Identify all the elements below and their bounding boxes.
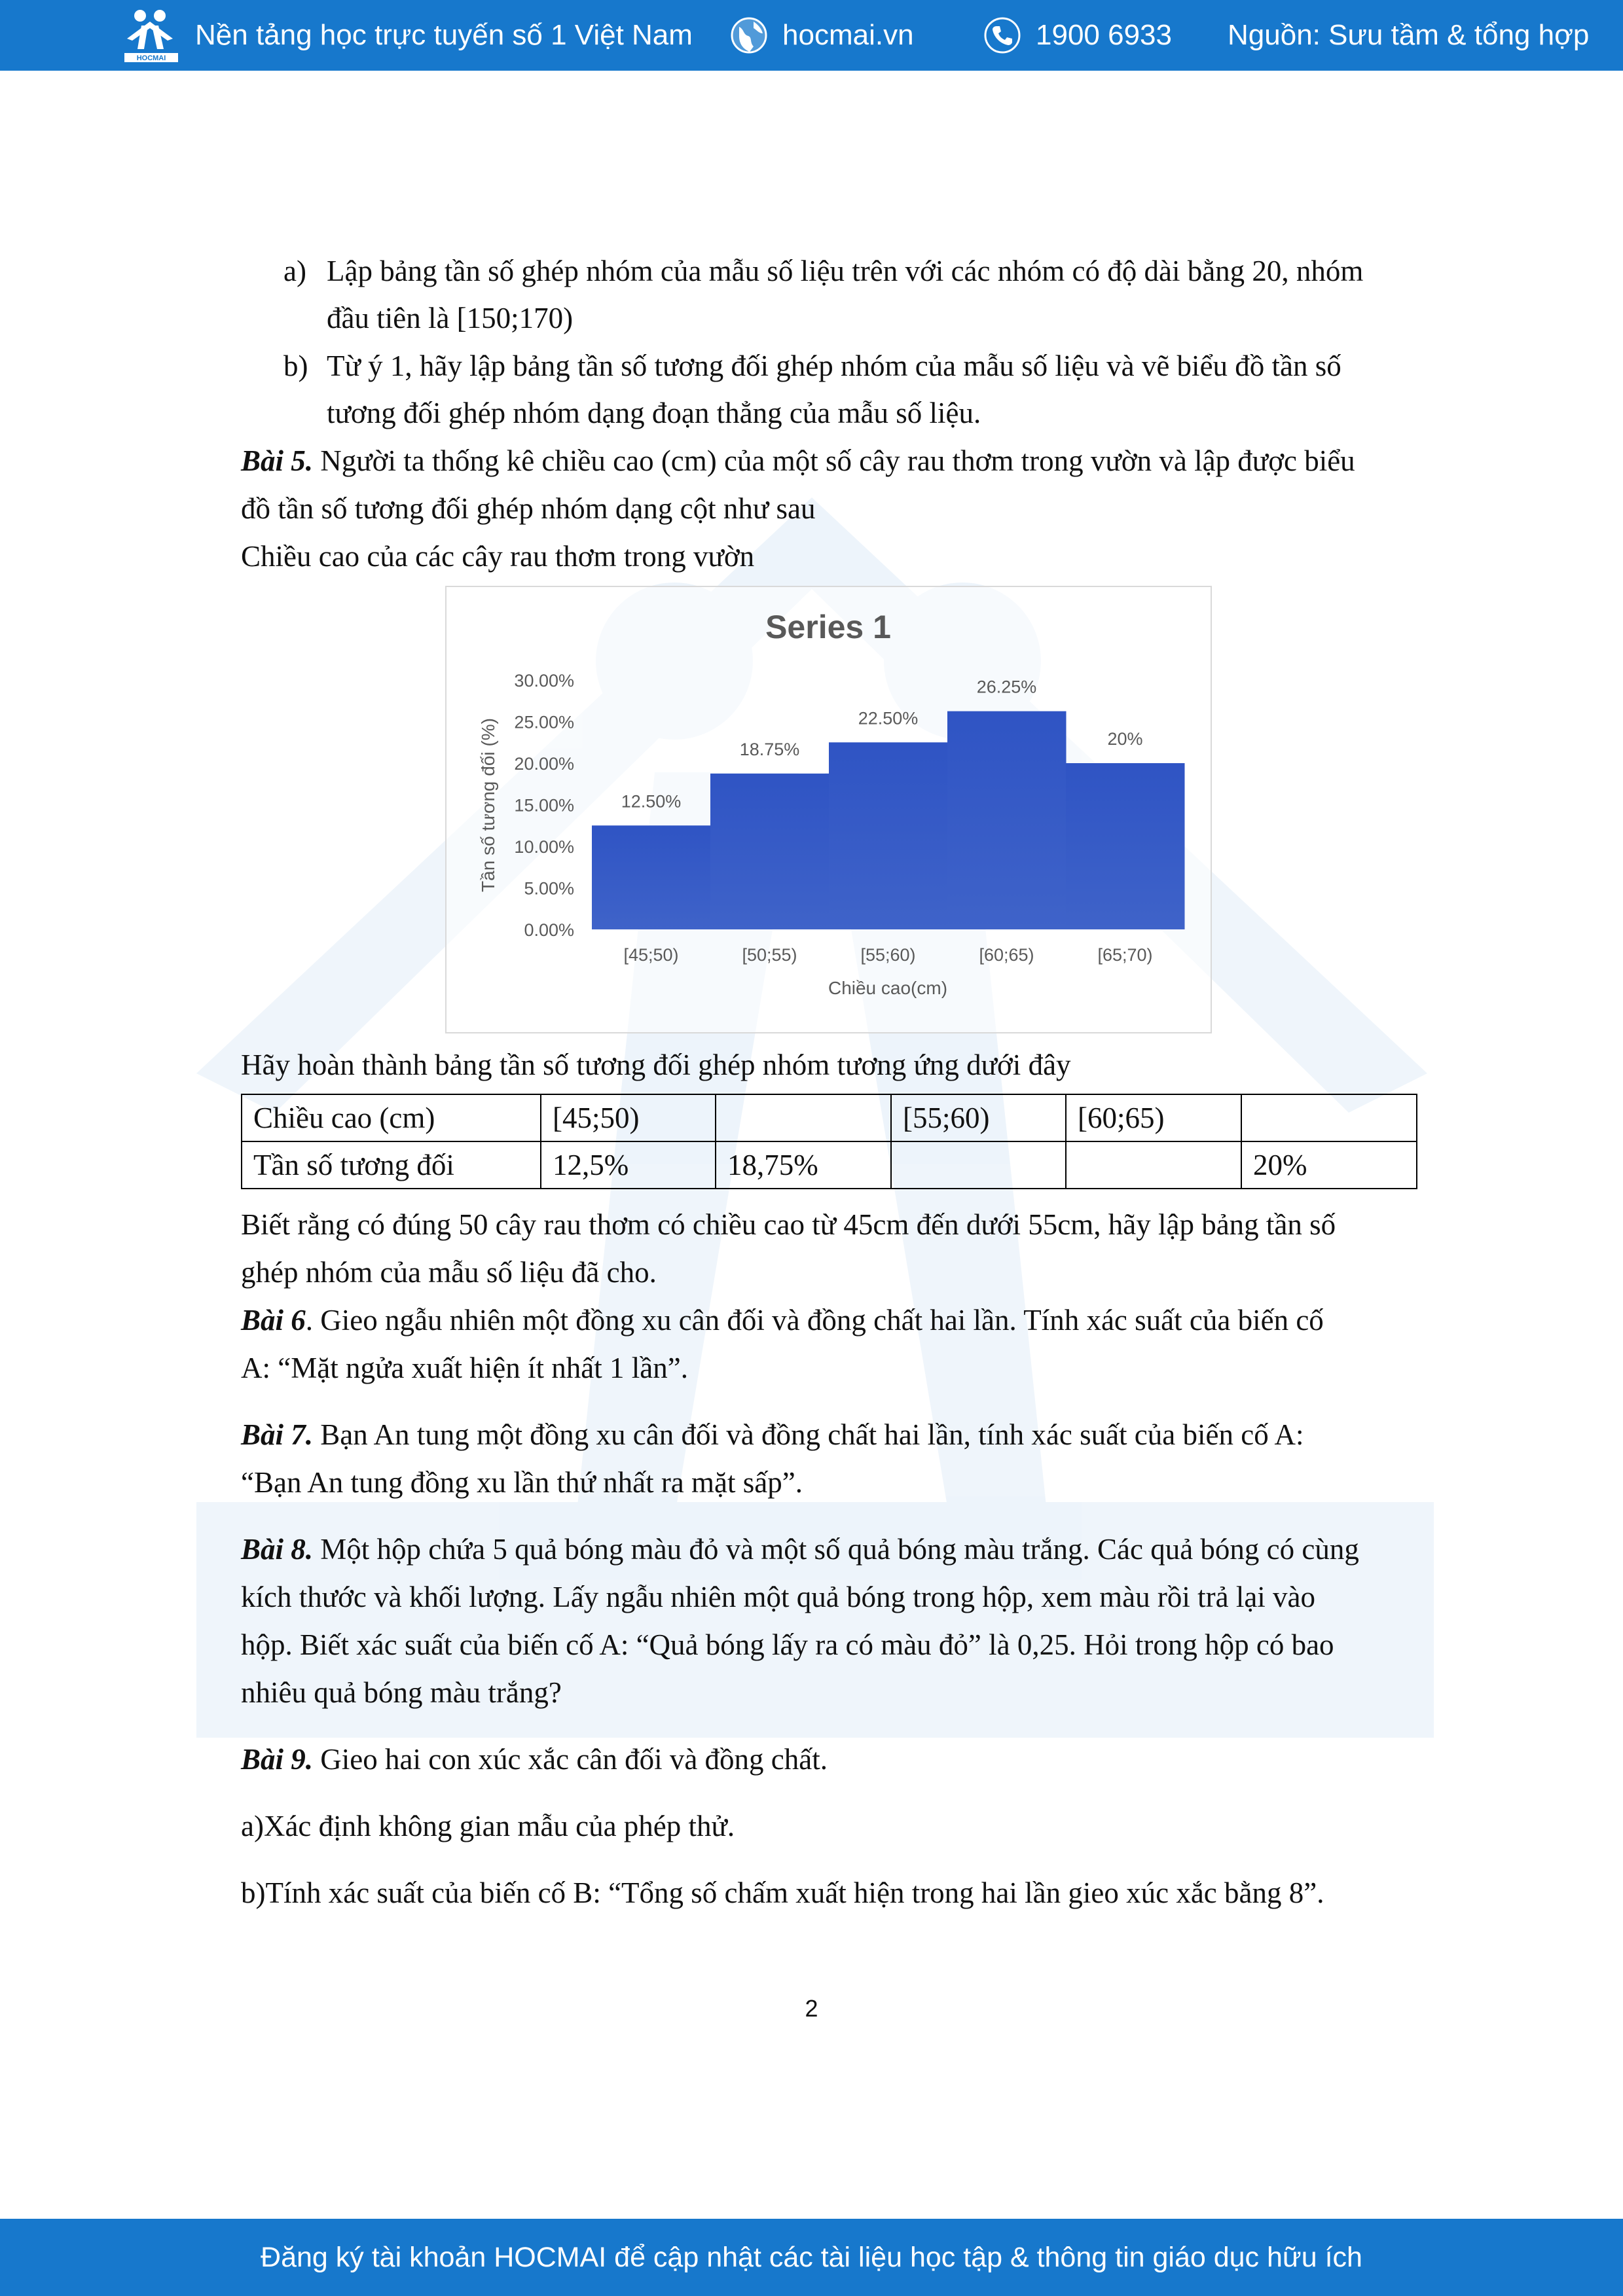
table-cell: [60;65) bbox=[1066, 1094, 1241, 1141]
table-cell: 20% bbox=[1241, 1141, 1417, 1189]
x-tick-label: [50;55) bbox=[742, 945, 797, 965]
y-tick-label: 15.00% bbox=[514, 795, 574, 816]
table-cell bbox=[1066, 1141, 1241, 1189]
item-b-label: b) bbox=[283, 350, 308, 382]
item-b-line2: tương đối ghép nhóm dạng đoạn thẳng của mẫu số liệu. bbox=[327, 397, 981, 429]
bai5-line1 bbox=[241, 441, 1355, 480]
table-cell: 12,5% bbox=[541, 1141, 716, 1189]
table-cell: 18,75% bbox=[716, 1141, 891, 1189]
bai8-text1: Một hộp chứa 5 quả bóng màu đỏ và một số quả bóng màu trắng. Các quả bóng có cùng bbox=[313, 1533, 1359, 1566]
y-tick-label: 25.00% bbox=[514, 712, 574, 732]
bai7-line1 bbox=[241, 1415, 1304, 1454]
table-cell: [45;50) bbox=[541, 1094, 716, 1141]
bar-[60;65) bbox=[947, 711, 1067, 929]
bai9-part-b: b)Tính xác suất của biến cố B: “Tổng số chấm xuất hiện trong hai lần gieo xúc xắc bằng 8”. bbox=[241, 1876, 1324, 1909]
bai7-text1: Bạn An tung một đồng xu cân đối và đồng chất hai lần, tính xác suất của biến cố A: bbox=[313, 1418, 1304, 1451]
bai6-line2: A: “Mặt ngửa xuất hiện ít nhất 1 lần”. bbox=[241, 1352, 688, 1384]
bottom-footer-bar bbox=[0, 2219, 1623, 2296]
bai8-line3: hộp. Biết xác suất của biến cố A: “Quả bóng lấy ra có màu đỏ” là 0,25. Hỏi trong hộp có bao bbox=[241, 1628, 1334, 1661]
table-row-height bbox=[242, 1094, 1417, 1141]
bai5-line2: đồ tần số tương đối ghép nhóm dạng cột như sau bbox=[241, 492, 816, 525]
bar-[65;70) bbox=[1066, 763, 1185, 929]
table-intro: Hãy hoàn thành bảng tần số tương đối ghép nhóm tương ứng dưới đây bbox=[241, 1049, 1071, 1081]
item-a-line1 bbox=[283, 251, 1363, 291]
frequency-table bbox=[241, 1094, 1417, 1189]
bai5-after-line1: Biết rằng có đúng 50 cây rau thơm có chiều cao từ 45cm đến dưới 55cm, hãy lập bảng tần số bbox=[241, 1208, 1336, 1241]
table-cell: Chiều cao (cm) bbox=[242, 1094, 541, 1141]
website-link[interactable]: hocmai.vn bbox=[782, 19, 914, 51]
data-label: 12.50% bbox=[621, 791, 682, 812]
page-number: 2 bbox=[805, 1995, 818, 2022]
bar-[45;50) bbox=[592, 825, 711, 929]
hotline-number[interactable]: 1900 6933 bbox=[1036, 19, 1172, 51]
y-tick-label: 5.00% bbox=[524, 878, 574, 899]
bai8-line2: kích thước và khối lượng. Lấy ngẫu nhiên một quả bóng trong hộp, xem màu rồi trả lại vào bbox=[241, 1581, 1316, 1613]
logo-lettering: HOCMAI bbox=[136, 54, 166, 62]
y-tick-label: 10.00% bbox=[514, 837, 574, 857]
data-label: 20% bbox=[1107, 729, 1143, 749]
item-a-label: a) bbox=[283, 255, 306, 287]
item-a-text1: Lập bảng tần số ghép nhóm của mẫu số liệu trên với các nhóm có độ dài bằng 20, nhóm bbox=[327, 255, 1364, 287]
bar-[55;60) bbox=[829, 742, 948, 929]
table-cell: Tần số tương đối bbox=[242, 1141, 541, 1189]
table-cell bbox=[716, 1094, 891, 1141]
table-cell: [55;60) bbox=[891, 1094, 1066, 1141]
bar-[50;55) bbox=[710, 774, 830, 929]
data-label: 18.75% bbox=[739, 739, 800, 759]
y-axis-title: Tần số tương đối (%) bbox=[478, 718, 498, 892]
relative-frequency-chart bbox=[445, 586, 1212, 1033]
bai5-label: Bài 5. bbox=[241, 444, 314, 477]
x-tick-label: [55;60) bbox=[860, 945, 916, 965]
bai7-line2: “Bạn An tung đồng xu lần thứ nhất ra mặt sấp”. bbox=[241, 1466, 803, 1499]
brand-tagline: Nền tảng học trực tuyến số 1 Việt Nam bbox=[195, 19, 693, 51]
bai7-label: Bài 7. bbox=[241, 1418, 314, 1451]
bai6-text1: . Gieo ngẫu nhiên một đồng xu cân đối và đồng chất hai lần. Tính xác suất của biến cố bbox=[305, 1304, 1324, 1336]
bai5-text1: Người ta thống kê chiều cao (cm) của một số cây rau thơm trong vườn và lập được biểu bbox=[313, 444, 1355, 477]
footer-text[interactable]: Đăng ký tài khoản HOCMAI để cập nhật các tài liệu học tập & thông tin giáo dục hữu ích bbox=[261, 2241, 1362, 2273]
y-tick-label: 0.00% bbox=[524, 920, 574, 940]
table-cell bbox=[891, 1141, 1066, 1189]
x-tick-label: [65;70) bbox=[1097, 945, 1153, 965]
bai9-text1: Gieo hai con xúc xắc cân đối và đồng chất. bbox=[313, 1743, 828, 1776]
data-label: 22.50% bbox=[858, 708, 919, 728]
bai9-line1 bbox=[241, 1740, 828, 1779]
item-b-text1: Từ ý 1, hãy lập bảng tần số tương đối ghép nhóm của mẫu số liệu và vẽ biểu đồ tần số bbox=[327, 350, 1341, 382]
data-label: 26.25% bbox=[976, 677, 1037, 697]
x-tick-label: [45;50) bbox=[623, 945, 679, 965]
x-tick-label: [60;65) bbox=[979, 945, 1034, 965]
chart-canvas bbox=[447, 587, 1211, 1032]
table-cell bbox=[1241, 1094, 1417, 1141]
bai6-label: Bài 6 bbox=[241, 1304, 306, 1336]
bai8-line1 bbox=[241, 1530, 1359, 1569]
bai5-after-line2: ghép nhóm của mẫu số liệu đã cho. bbox=[241, 1256, 657, 1289]
bai9-label: Bài 9. bbox=[241, 1743, 314, 1776]
bai9-part-a: a)Xác định không gian mẫu của phép thử. bbox=[241, 1810, 735, 1842]
bai8-label: Bài 8. bbox=[241, 1533, 314, 1566]
item-a-line2: đầu tiên là [150;170) bbox=[327, 302, 574, 334]
source-note-text: Nguồn: Sưu tầm & tổng hợp bbox=[1228, 19, 1590, 51]
chart-caption: Chiều cao của các cây rau thơm trong vườn bbox=[241, 540, 755, 573]
bai6-line1 bbox=[241, 1300, 1324, 1340]
chart-title: Series 1 bbox=[765, 609, 891, 645]
bai8-line4: nhiêu quả bóng màu trắng? bbox=[241, 1676, 562, 1709]
x-axis-title: Chiều cao(cm) bbox=[828, 978, 948, 998]
table-row-frequency bbox=[242, 1141, 1417, 1189]
y-tick-label: 20.00% bbox=[514, 754, 574, 774]
y-tick-label: 30.00% bbox=[514, 671, 574, 691]
item-b-line1 bbox=[283, 346, 1341, 386]
